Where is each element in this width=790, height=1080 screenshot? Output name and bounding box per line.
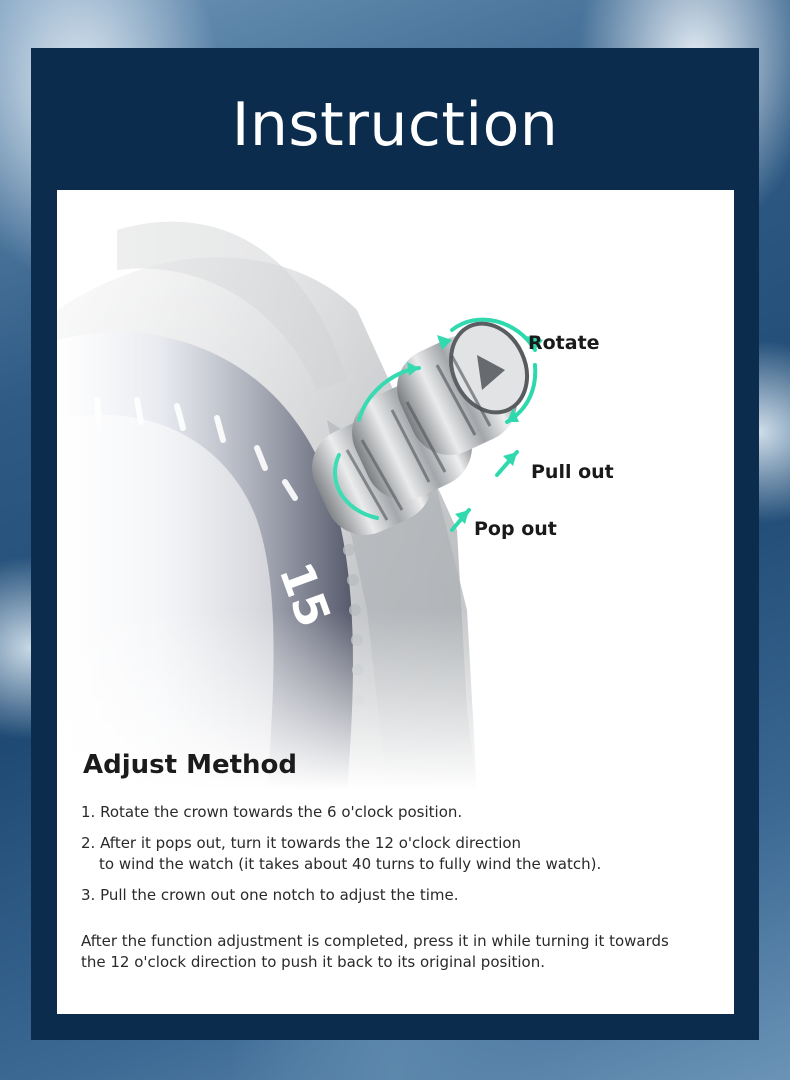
step-text: 3. Pull the crown out one notch to adjust the time. (81, 886, 459, 904)
callout-pop-out: Pop out (474, 518, 557, 540)
watch-crown-illustration (57, 190, 734, 790)
step-text-continued: to wind the watch (it takes about 40 turns to fully wind the watch). (99, 855, 602, 873)
step-item (81, 885, 721, 906)
steps-list (81, 802, 721, 916)
step-text: 2. After it pops out, turn it towards the 12 o'clock direction (81, 834, 522, 852)
callout-rotate: Rotate (528, 332, 600, 354)
instruction-panel (57, 190, 734, 1014)
note-line: the 12 o'clock direction to push it back to its original position. (81, 953, 545, 971)
step-item (81, 802, 721, 823)
section-heading: Adjust Method (83, 750, 298, 780)
completion-note (81, 931, 721, 973)
step-text: 1. Rotate the crown towards the 6 o'clock position. (81, 803, 463, 821)
page-title: Instruction (231, 90, 559, 160)
step-item (81, 833, 721, 875)
note-line: After the function adjustment is completed, press it in while turning it towards (81, 932, 669, 950)
callout-pull-out: Pull out (531, 461, 614, 483)
